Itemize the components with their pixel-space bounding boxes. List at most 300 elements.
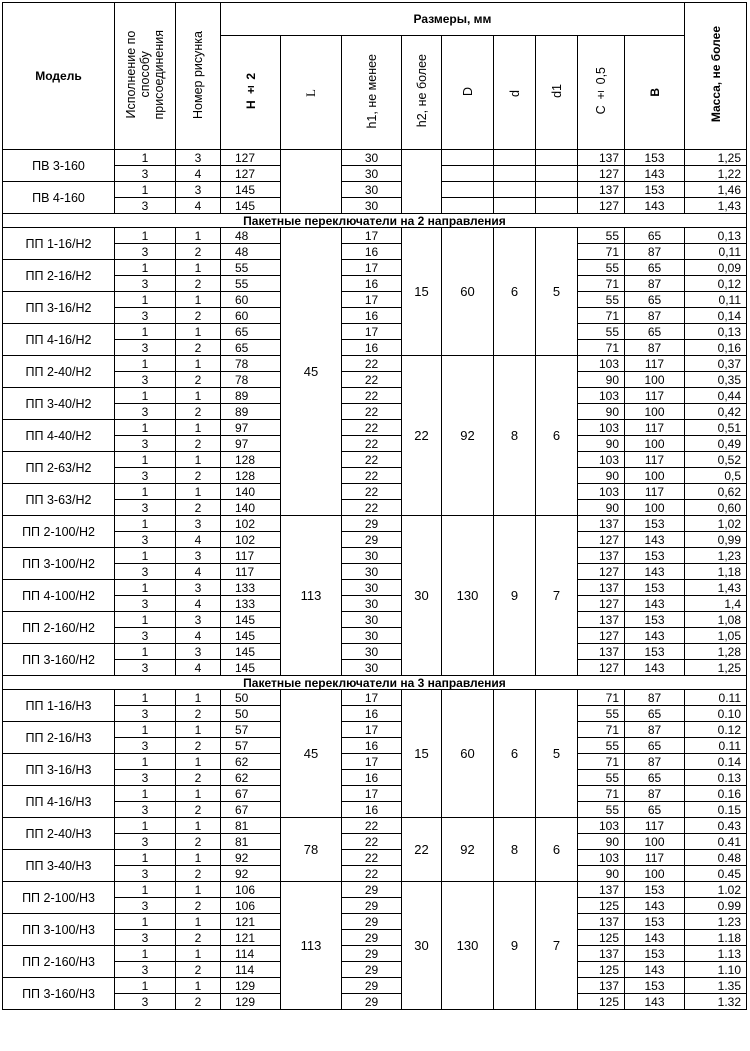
- execution-cell: 3: [115, 898, 176, 914]
- c-cell: 90: [578, 468, 625, 484]
- execution-cell: 1: [115, 516, 176, 532]
- figure-cell: 2: [176, 276, 221, 292]
- mass-cell: 1,28: [685, 644, 747, 660]
- D-cell-empty: [442, 166, 494, 182]
- d1-cell: 6: [536, 356, 578, 516]
- model-name: ПП 3-100/Н3: [3, 914, 115, 946]
- h-cell: 81: [221, 834, 281, 850]
- mass-cell: 1,4: [685, 596, 747, 612]
- figure-cell: 1: [176, 754, 221, 770]
- l-cell: 113: [281, 882, 342, 1010]
- b-cell: 100: [625, 834, 685, 850]
- h-cell: 65: [221, 340, 281, 356]
- model-name: ПП 1-16/Н2: [3, 228, 115, 260]
- mass-cell: 0,37: [685, 356, 747, 372]
- figure-cell: 1: [176, 324, 221, 340]
- table-row: [3, 484, 747, 500]
- model-name: ПП 2-160/Н2: [3, 612, 115, 644]
- h1-cell: 22: [342, 468, 402, 484]
- h1-cell: 17: [342, 754, 402, 770]
- h1-cell: 30: [342, 198, 402, 214]
- b-cell: 117: [625, 388, 685, 404]
- mass-cell: 0,52: [685, 452, 747, 468]
- h-cell: 145: [221, 198, 281, 214]
- figure-cell: 2: [176, 372, 221, 388]
- h-cell: 62: [221, 754, 281, 770]
- mass-cell: 0,13: [685, 324, 747, 340]
- figure-cell: 1: [176, 882, 221, 898]
- figure-cell: 1: [176, 356, 221, 372]
- execution-cell: 1: [115, 356, 176, 372]
- h1-cell: 22: [342, 500, 402, 516]
- header-figure: [176, 3, 221, 150]
- table-row: [3, 436, 747, 452]
- figure-cell: 1: [176, 818, 221, 834]
- h1-cell: 29: [342, 978, 402, 994]
- c-cell: 103: [578, 484, 625, 500]
- figure-cell: 3: [176, 580, 221, 596]
- d-cell: 9: [494, 882, 536, 1010]
- b-cell: 153: [625, 182, 685, 198]
- header-H-text: H ± 2: [243, 72, 258, 109]
- b-cell: 143: [625, 628, 685, 644]
- execution-cell: 1: [115, 452, 176, 468]
- h1-cell: 29: [342, 946, 402, 962]
- d1-cell: 5: [536, 228, 578, 356]
- section-title: Пакетные переключатели на 2 направления: [3, 214, 747, 228]
- table-row: [3, 660, 747, 676]
- figure-cell: 4: [176, 660, 221, 676]
- figure-cell: 1: [176, 946, 221, 962]
- c-cell: 90: [578, 866, 625, 882]
- execution-cell: 1: [115, 420, 176, 436]
- header-figure-text: Номер рисунка: [191, 30, 205, 119]
- c-cell: 137: [578, 612, 625, 628]
- model-name: ПП 2-100/Н3: [3, 882, 115, 914]
- header-H: [221, 36, 281, 150]
- mass-cell: 0,49: [685, 436, 747, 452]
- mass-cell: 1,02: [685, 516, 747, 532]
- d-cell-empty: [494, 198, 536, 214]
- b-cell: 153: [625, 516, 685, 532]
- header-D-text: D: [460, 87, 475, 97]
- h-cell: 57: [221, 722, 281, 738]
- h1-cell: 30: [342, 182, 402, 198]
- b-cell: 100: [625, 468, 685, 484]
- c-cell: 55: [578, 738, 625, 754]
- table-row: [3, 612, 747, 628]
- h-cell: 114: [221, 946, 281, 962]
- table-row: [3, 182, 747, 198]
- figure-cell: 1: [176, 260, 221, 276]
- execution-cell: 3: [115, 166, 176, 182]
- table-row: [3, 388, 747, 404]
- header-d: [494, 36, 536, 150]
- model-name: ПВ 3-160: [3, 150, 115, 182]
- figure-cell: 2: [176, 898, 221, 914]
- h1-cell: 29: [342, 914, 402, 930]
- mass-cell: 1.10: [685, 962, 747, 978]
- c-cell: 71: [578, 754, 625, 770]
- execution-cell: 3: [115, 770, 176, 786]
- D-cell-empty: [442, 150, 494, 166]
- table-row: [3, 308, 747, 324]
- figure-cell: 4: [176, 532, 221, 548]
- figure-cell: 1: [176, 228, 221, 244]
- h1-cell: 16: [342, 244, 402, 260]
- header-model: Модель: [3, 3, 115, 150]
- figure-cell: 3: [176, 150, 221, 166]
- table-row: [3, 356, 747, 372]
- execution-cell: 1: [115, 612, 176, 628]
- h-cell: 145: [221, 644, 281, 660]
- execution-cell: 1: [115, 388, 176, 404]
- h1-cell: 29: [342, 882, 402, 898]
- execution-cell: 1: [115, 914, 176, 930]
- c-cell: 90: [578, 372, 625, 388]
- h-cell: 55: [221, 276, 281, 292]
- mass-cell: 0,13: [685, 228, 747, 244]
- h1-cell: 16: [342, 276, 402, 292]
- header-d1: [536, 36, 578, 150]
- execution-cell: 3: [115, 962, 176, 978]
- figure-cell: 2: [176, 706, 221, 722]
- b-cell: 117: [625, 452, 685, 468]
- h-cell: 117: [221, 548, 281, 564]
- D-cell: 130: [442, 882, 494, 1010]
- l-cell: 45: [281, 228, 342, 516]
- table-row: [3, 420, 747, 436]
- h-cell: 50: [221, 690, 281, 706]
- b-cell: 153: [625, 882, 685, 898]
- mass-cell: 0,5: [685, 468, 747, 484]
- c-cell: 137: [578, 914, 625, 930]
- table-row: [3, 738, 747, 754]
- h1-cell: 22: [342, 356, 402, 372]
- figure-cell: 2: [176, 930, 221, 946]
- b-cell: 153: [625, 548, 685, 564]
- c-cell: 137: [578, 946, 625, 962]
- mass-cell: 1.35: [685, 978, 747, 994]
- table-row: [3, 994, 747, 1010]
- d-cell-empty: [494, 166, 536, 182]
- c-cell: 55: [578, 260, 625, 276]
- figure-cell: 2: [176, 834, 221, 850]
- table-row: [3, 850, 747, 866]
- execution-cell: 3: [115, 276, 176, 292]
- h1-cell: 16: [342, 308, 402, 324]
- h1-cell: 30: [342, 564, 402, 580]
- h1-cell: 22: [342, 818, 402, 834]
- c-cell: 125: [578, 962, 625, 978]
- c-cell: 103: [578, 388, 625, 404]
- c-cell: 127: [578, 628, 625, 644]
- table-row: [3, 786, 747, 802]
- figure-cell: 2: [176, 770, 221, 786]
- b-cell: 117: [625, 356, 685, 372]
- table-row: [3, 404, 747, 420]
- c-cell: 103: [578, 356, 625, 372]
- figure-cell: 1: [176, 452, 221, 468]
- h-cell: 145: [221, 182, 281, 198]
- execution-cell: 1: [115, 324, 176, 340]
- table-row: [3, 292, 747, 308]
- header-h1-text: h1, не менее: [364, 53, 379, 129]
- h1-cell: 22: [342, 850, 402, 866]
- table-row: [3, 532, 747, 548]
- h1-cell: 29: [342, 898, 402, 914]
- c-cell: 137: [578, 882, 625, 898]
- h-cell: 92: [221, 850, 281, 866]
- h1-cell: 29: [342, 516, 402, 532]
- h-cell: 67: [221, 786, 281, 802]
- c-cell: 125: [578, 898, 625, 914]
- c-cell: 127: [578, 660, 625, 676]
- h-cell: 89: [221, 388, 281, 404]
- h-cell: 128: [221, 452, 281, 468]
- figure-cell: 3: [176, 182, 221, 198]
- c-cell: 137: [578, 548, 625, 564]
- header-C: [578, 36, 625, 150]
- h-cell: 78: [221, 356, 281, 372]
- h1-cell: 17: [342, 228, 402, 244]
- section-header-row: [3, 214, 747, 228]
- h-cell: 121: [221, 914, 281, 930]
- h2-cell: 30: [402, 882, 442, 1010]
- h1-cell: 22: [342, 484, 402, 500]
- h1-cell: 29: [342, 930, 402, 946]
- figure-cell: 1: [176, 690, 221, 706]
- h-cell: 128: [221, 468, 281, 484]
- figure-cell: 2: [176, 244, 221, 260]
- mass-cell: 0.99: [685, 898, 747, 914]
- b-cell: 100: [625, 404, 685, 420]
- mass-cell: 0.43: [685, 818, 747, 834]
- table-row: [3, 198, 747, 214]
- mass-cell: 1.13: [685, 946, 747, 962]
- figure-cell: 2: [176, 866, 221, 882]
- h1-cell: 22: [342, 866, 402, 882]
- figure-cell: 2: [176, 962, 221, 978]
- h1-cell: 30: [342, 628, 402, 644]
- d-cell-empty: [494, 182, 536, 198]
- b-cell: 143: [625, 532, 685, 548]
- figure-cell: 1: [176, 420, 221, 436]
- mass-cell: 0,16: [685, 340, 747, 356]
- c-cell: 103: [578, 452, 625, 468]
- d-cell: 8: [494, 818, 536, 882]
- execution-cell: 1: [115, 690, 176, 706]
- b-cell: 117: [625, 420, 685, 436]
- c-cell: 127: [578, 198, 625, 214]
- D-cell: 60: [442, 228, 494, 356]
- execution-cell: 3: [115, 340, 176, 356]
- b-cell: 153: [625, 914, 685, 930]
- c-cell: 71: [578, 308, 625, 324]
- execution-cell: 3: [115, 738, 176, 754]
- c-cell: 71: [578, 690, 625, 706]
- header-L-text: L: [303, 88, 318, 97]
- table-row: [3, 690, 747, 706]
- header-mass: [685, 3, 747, 150]
- header-d1-text: d1: [549, 84, 564, 98]
- h1-cell: 22: [342, 834, 402, 850]
- h1-cell: 30: [342, 548, 402, 564]
- c-cell: 127: [578, 166, 625, 182]
- figure-cell: 1: [176, 388, 221, 404]
- h1-cell: 30: [342, 644, 402, 660]
- d-cell-empty: [494, 150, 536, 166]
- spec-table-container: [2, 2, 747, 1010]
- h1-cell: 17: [342, 260, 402, 276]
- figure-cell: 1: [176, 914, 221, 930]
- table-row: [3, 452, 747, 468]
- h-cell: 127: [221, 150, 281, 166]
- h-cell: 89: [221, 404, 281, 420]
- b-cell: 65: [625, 292, 685, 308]
- b-cell: 143: [625, 198, 685, 214]
- table-row: [3, 628, 747, 644]
- h1-cell: 16: [342, 802, 402, 818]
- model-name: ПП 4-16/Н2: [3, 324, 115, 356]
- header-D: [442, 36, 494, 150]
- b-cell: 153: [625, 946, 685, 962]
- table-row: [3, 644, 747, 660]
- table-row: [3, 276, 747, 292]
- mass-cell: 0.15: [685, 802, 747, 818]
- execution-cell: 3: [115, 372, 176, 388]
- execution-cell: 1: [115, 786, 176, 802]
- execution-cell: 1: [115, 882, 176, 898]
- D-cell-empty: [442, 198, 494, 214]
- table-row: [3, 802, 747, 818]
- figure-cell: 2: [176, 308, 221, 324]
- model-name: ПП 2-63/Н2: [3, 452, 115, 484]
- mass-cell: 0,35: [685, 372, 747, 388]
- mass-cell: 0,99: [685, 532, 747, 548]
- header-L: [281, 36, 342, 150]
- b-cell: 117: [625, 484, 685, 500]
- figure-cell: 3: [176, 516, 221, 532]
- header-mass-text: Масса, не более: [708, 26, 723, 123]
- c-cell: 127: [578, 564, 625, 580]
- b-cell: 153: [625, 612, 685, 628]
- table-row: [3, 150, 747, 166]
- model-name: ПП 3-63/Н2: [3, 484, 115, 516]
- h1-cell: 29: [342, 962, 402, 978]
- execution-cell: 1: [115, 484, 176, 500]
- b-cell: 87: [625, 722, 685, 738]
- c-cell: 127: [578, 532, 625, 548]
- figure-cell: 1: [176, 292, 221, 308]
- header-execution: [115, 3, 176, 150]
- mass-cell: 1.23: [685, 914, 747, 930]
- mass-cell: 1,05: [685, 628, 747, 644]
- h-cell: 62: [221, 770, 281, 786]
- c-cell: 137: [578, 580, 625, 596]
- figure-cell: 1: [176, 722, 221, 738]
- d1-cell-empty: [536, 198, 578, 214]
- table-row: [3, 516, 747, 532]
- figure-cell: 2: [176, 738, 221, 754]
- b-cell: 65: [625, 802, 685, 818]
- c-cell: 71: [578, 276, 625, 292]
- table-row: [3, 946, 747, 962]
- header-dimensions: Размеры, мм: [221, 3, 685, 36]
- model-name: ПП 3-40/Н3: [3, 850, 115, 882]
- b-cell: 143: [625, 898, 685, 914]
- table-row: [3, 166, 747, 182]
- h2-cell: 22: [402, 818, 442, 882]
- figure-cell: 1: [176, 786, 221, 802]
- h-cell: 78: [221, 372, 281, 388]
- h-cell: 106: [221, 898, 281, 914]
- h2-cell-empty: [402, 150, 442, 214]
- execution-cell: 3: [115, 834, 176, 850]
- l-cell-empty: [281, 150, 342, 214]
- model-name: ПП 4-100/Н2: [3, 580, 115, 612]
- c-cell: 137: [578, 644, 625, 660]
- mass-cell: 0.14: [685, 754, 747, 770]
- h2-cell: 15: [402, 690, 442, 818]
- table-row: [3, 770, 747, 786]
- h-cell: 97: [221, 420, 281, 436]
- execution-cell: 1: [115, 722, 176, 738]
- mass-cell: 1,46: [685, 182, 747, 198]
- d1-cell: 5: [536, 690, 578, 818]
- h1-cell: 22: [342, 452, 402, 468]
- c-cell: 90: [578, 834, 625, 850]
- figure-cell: 1: [176, 978, 221, 994]
- c-cell: 90: [578, 500, 625, 516]
- h-cell: 140: [221, 484, 281, 500]
- d-cell: 9: [494, 516, 536, 676]
- figure-cell: 4: [176, 166, 221, 182]
- mass-cell: 0,14: [685, 308, 747, 324]
- D-cell: 92: [442, 818, 494, 882]
- table-row: [3, 372, 747, 388]
- h1-cell: 30: [342, 660, 402, 676]
- figure-cell: 2: [176, 404, 221, 420]
- b-cell: 153: [625, 644, 685, 660]
- h-cell: 48: [221, 244, 281, 260]
- h-cell: 106: [221, 882, 281, 898]
- execution-cell: 3: [115, 468, 176, 484]
- b-cell: 143: [625, 596, 685, 612]
- table-row: [3, 468, 747, 484]
- mass-cell: 0.13: [685, 770, 747, 786]
- figure-cell: 4: [176, 596, 221, 612]
- D-cell: 130: [442, 516, 494, 676]
- execution-cell: 1: [115, 978, 176, 994]
- h1-cell: 30: [342, 612, 402, 628]
- c-cell: 90: [578, 404, 625, 420]
- mass-cell: 1,23: [685, 548, 747, 564]
- h1-cell: 22: [342, 372, 402, 388]
- execution-cell: 1: [115, 850, 176, 866]
- h-cell: 117: [221, 564, 281, 580]
- h1-cell: 17: [342, 722, 402, 738]
- mass-cell: 0.12: [685, 722, 747, 738]
- table-row: [3, 834, 747, 850]
- execution-cell: 3: [115, 564, 176, 580]
- h-cell: 48: [221, 228, 281, 244]
- header-C-text: C ± 0,5: [594, 67, 608, 115]
- mass-cell: 1,43: [685, 580, 747, 596]
- header-execution-text: Исполнение по способу присоединения: [124, 29, 166, 120]
- h-cell: 102: [221, 532, 281, 548]
- h-cell: 129: [221, 994, 281, 1010]
